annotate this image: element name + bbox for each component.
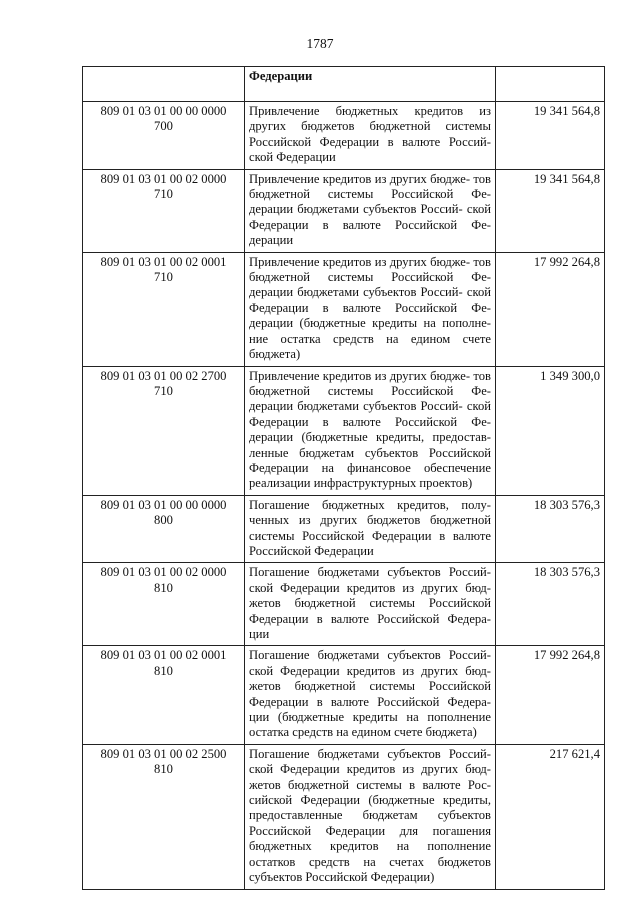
description-line: дерации (бюджетные кредиты, предостав- bbox=[249, 430, 491, 445]
description-line: ции bbox=[249, 627, 270, 641]
code-line: 710 bbox=[154, 270, 173, 285]
table-row bbox=[83, 102, 605, 170]
description-line: ченных из других бюджетов бюджетной bbox=[249, 513, 491, 528]
amount-cell: 17 992 264,8 bbox=[496, 252, 605, 366]
description-line: дерации бюджетами субъектов Россий- bbox=[249, 399, 463, 414]
description-line: ции (бюджетные кредиты на пополнение bbox=[249, 710, 491, 725]
description-line: остатков средств на счетах бюджетов bbox=[249, 854, 491, 869]
amount-cell: 18 303 576,3 bbox=[496, 563, 605, 646]
description-line: Привлечение кредитов из других бюдже- bbox=[249, 368, 471, 383]
code-line: 809 01 03 01 00 02 0000 bbox=[100, 565, 227, 580]
description-cell bbox=[245, 102, 496, 170]
description-line: Федерации в валюте Российской Федера- bbox=[249, 611, 491, 626]
description-line: бюджетных кредитов на пополнение bbox=[249, 839, 491, 854]
description-line: жетов бюджетной системы Российской bbox=[249, 679, 491, 694]
description-line: жетов бюджетной системы Российской bbox=[249, 596, 491, 611]
description-line: Привлечение кредитов из других бюдже- bbox=[249, 171, 471, 186]
description-line: ской Федерации кредитов из других бюд- bbox=[249, 663, 491, 678]
code-cell bbox=[83, 744, 245, 889]
description-line: Погашение бюджетных кредитов, полу- bbox=[249, 497, 491, 512]
table-row bbox=[83, 744, 605, 889]
code-line: 810 bbox=[154, 762, 173, 777]
description-line: бюджета) bbox=[249, 347, 301, 362]
code-line: 710 bbox=[154, 383, 173, 398]
description-line: сийской Федерации (бюджетные кредиты, bbox=[249, 793, 491, 808]
description-line: Российской Федерации в валюте Россий- bbox=[249, 134, 491, 149]
amount-cell: 217 621,4 bbox=[496, 744, 605, 889]
description-line: ской Федерации bbox=[249, 150, 336, 165]
description-line: Погашение бюджетами субъектов Россий- bbox=[249, 648, 491, 663]
code-line: 809 01 03 01 00 00 0000 bbox=[100, 104, 227, 118]
description-cell: Федерации bbox=[245, 67, 496, 102]
description-line: Погашение бюджетами субъектов Россий- bbox=[249, 746, 491, 761]
description-line: дерации bbox=[249, 233, 294, 248]
description-line: ской Федерации кредитов из других бюд- bbox=[249, 762, 491, 777]
table-row bbox=[83, 169, 605, 252]
description-line: тов бюджетной системы Российской Фе- bbox=[249, 171, 491, 202]
description-line: дерации (бюджетные кредиты на пополне- bbox=[249, 316, 491, 331]
description-line: дерации бюджетами субъектов Россий- bbox=[249, 202, 463, 217]
description-line: ние остатка средств на едином счете bbox=[249, 331, 491, 346]
description-line: системы Российской Федерации в валюте bbox=[249, 528, 491, 543]
description-cell bbox=[245, 495, 496, 563]
code-line: 710 bbox=[154, 187, 173, 202]
code-line: 800 bbox=[154, 513, 173, 528]
description-cell bbox=[245, 169, 496, 252]
description-line: Привлечение кредитов из других бюдже- bbox=[249, 254, 471, 269]
amount-cell: 19 341 564,8 bbox=[496, 169, 605, 252]
code-line: 809 01 03 01 00 02 0001 bbox=[100, 648, 227, 663]
code-cell bbox=[83, 495, 245, 563]
amount-cell: 18 303 576,3 bbox=[496, 495, 605, 563]
description-line: Российской Федерации для погашения bbox=[249, 823, 491, 838]
description-line: жетов бюджетной системы в валюте Рос- bbox=[249, 777, 491, 792]
amount-cell bbox=[496, 67, 605, 102]
code-line: 809 01 03 01 00 02 2700 bbox=[100, 368, 227, 383]
code-cell bbox=[83, 563, 245, 646]
description-line: других бюджетов бюджетной системы bbox=[249, 119, 491, 134]
code-line: 809 01 03 01 00 02 2500 bbox=[100, 746, 227, 761]
description-line: ской Федерации в валюте Российской Фе- bbox=[249, 285, 491, 315]
description-line: Привлечение бюджетных кредитов из bbox=[249, 104, 491, 118]
amount-cell: 19 341 564,8 bbox=[496, 102, 605, 170]
description-cell bbox=[245, 744, 496, 889]
table-row bbox=[83, 366, 605, 495]
code-cell bbox=[83, 366, 245, 495]
description-line: Российской Федерации bbox=[249, 543, 374, 558]
amount-cell: 1 349 300,0 bbox=[496, 366, 605, 495]
description-line: реализации инфраструктурных проектов) bbox=[249, 476, 473, 491]
description-line: тов бюджетной системы Российской Фе- bbox=[249, 368, 491, 398]
table-row bbox=[83, 563, 605, 646]
description-line: ской Федерации в валюте Российской Фе- bbox=[249, 202, 491, 232]
table-row bbox=[83, 495, 605, 563]
description-line: Федерации на финансовое обеспечение bbox=[249, 460, 491, 475]
code-cell bbox=[83, 252, 245, 366]
code-cell bbox=[83, 646, 245, 744]
description-line: ской Федерации в валюте Российской Фе- bbox=[249, 399, 491, 429]
code-cell bbox=[83, 102, 245, 170]
description-line: ленные бюджетам субъектов Российской bbox=[249, 445, 491, 460]
code-line: 809 01 03 01 00 00 0000 bbox=[100, 497, 227, 512]
page-number: 1787 bbox=[306, 36, 334, 51]
description-cell bbox=[245, 646, 496, 744]
continued-header-row bbox=[83, 67, 605, 102]
description-line: ской Федерации кредитов из других бюд- bbox=[249, 580, 491, 595]
description-cell bbox=[245, 252, 496, 366]
description-cell bbox=[245, 563, 496, 646]
table-row bbox=[83, 252, 605, 366]
code-line: 700 bbox=[154, 119, 173, 134]
description-line: субъектов Российской Федерации) bbox=[249, 870, 435, 885]
code-cell bbox=[83, 169, 245, 252]
code-line: 810 bbox=[154, 663, 173, 678]
description-cell bbox=[245, 366, 496, 495]
description-line: тов бюджетной системы Российской Фе- bbox=[249, 254, 491, 285]
description-line: Федерации в валюте Российской Федера- bbox=[249, 694, 491, 709]
code-line: 809 01 03 01 00 02 0000 bbox=[100, 171, 227, 186]
description-line: предоставленные бюджетам субъектов bbox=[249, 808, 491, 823]
table-row bbox=[83, 646, 605, 744]
amount-cell: 17 992 264,8 bbox=[496, 646, 605, 744]
code-line: 810 bbox=[154, 580, 173, 595]
code-cell bbox=[83, 67, 245, 102]
description-line: дерации бюджетами субъектов Россий- bbox=[249, 285, 463, 300]
description-line: остатка средств на едином счете бюджета) bbox=[249, 725, 477, 740]
description-line: Погашение бюджетами субъектов Россий- bbox=[249, 565, 491, 580]
code-line: 809 01 03 01 00 02 0001 bbox=[100, 254, 227, 269]
budget-table bbox=[82, 66, 605, 890]
